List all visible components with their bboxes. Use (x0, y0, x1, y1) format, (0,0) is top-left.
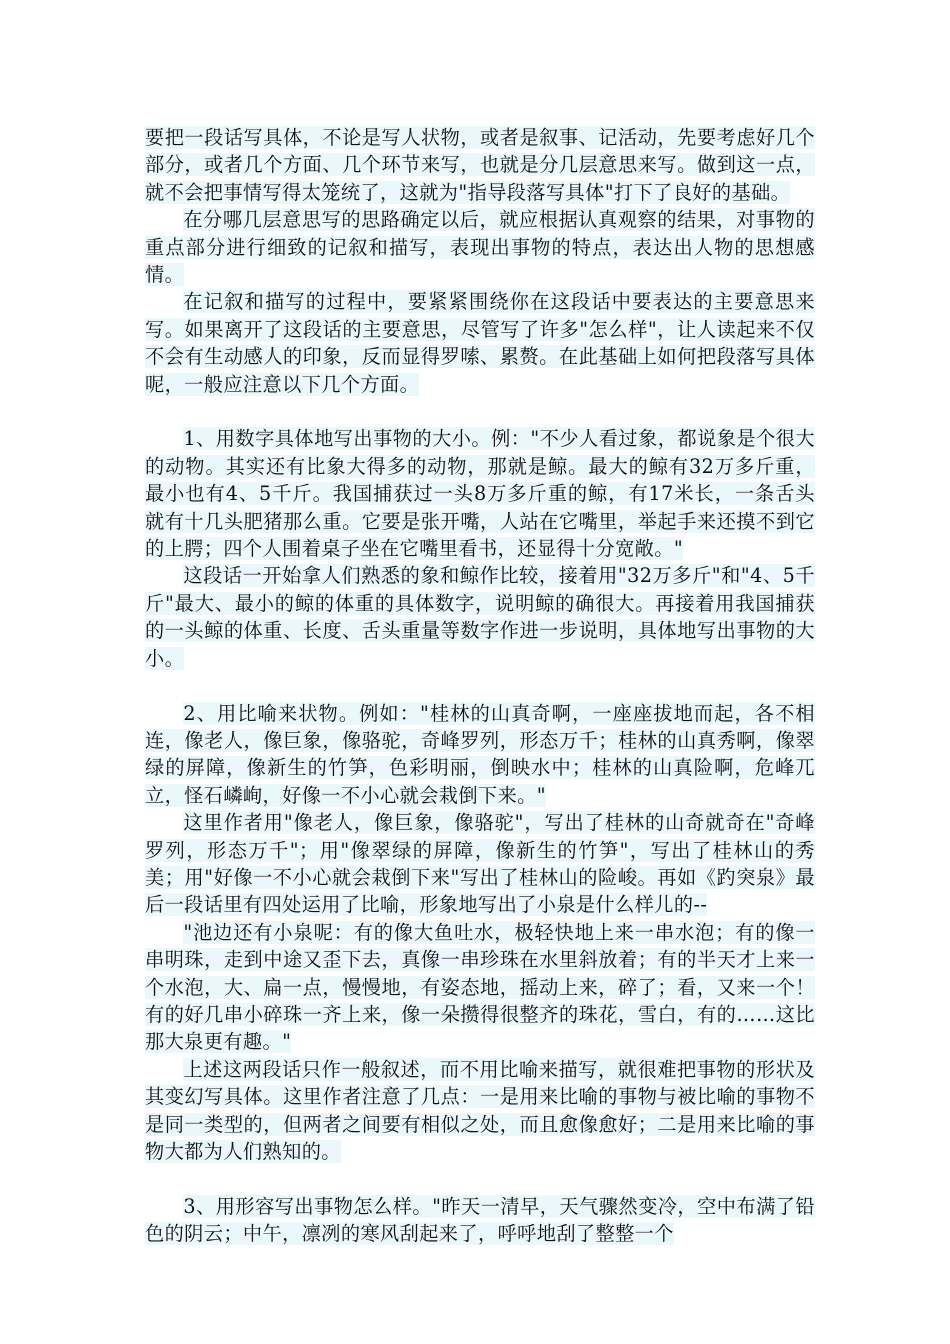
paragraph-text: 在记叙和描写的过程中，要紧紧围绕你在这段话中要表达的主要意思来写。如果离开了这段话的主要意思，尽管写了许多"怎么样"，让人读起来不仅不会有生动感人的印象，反而显得罗嗦、累赘。在此基础上如何把段落写具体呢，一般应注意以下几个方面。 (145, 290, 815, 396)
paragraph-method-2-analysis (145, 809, 815, 919)
paragraph-focus (145, 288, 815, 398)
paragraph-text: 这里作者用"像老人，像巨象，像骆驼"，写出了桂林的山奇就奇在"奇峰罗列，形态万千"；用"像翠绿的屏障，像新生的竹笋"，写出了桂林山的秀美；用"好像一不小心就会栽倒下来"写出了桂林山的险峻。再如《趵突泉》最后一段话里有四处运用了比喻，形象地写出了小泉是什么样儿的-- (145, 811, 815, 917)
paragraph-text: 1、用数字具体地写出事物的大小。例："不少人看过象，都说象是个很大的动物。其实还有比象大得多的动物，那就是鲸。最大的鲸有32万多斤重，最小也有4、5千斤。我国捕获过一头8万多斤重的鲸，有17米长，一条舌头就有十几头肥猪那么重。它要是张开嘴，人站在它嘴里，举起手来还摸不到它的上腭；四个人围着桌子坐在它嘴里看书，还显得十分宽敞。" (145, 427, 815, 561)
paragraph-text: 要把一段话写具体，不论是写人状物，或者是叙事、记活动，先要考虑好几个部分，或者几个方面、几个环节来写，也就是分几层意思来写。做到这一点，就不会把事情写得太笼统了，这就为"指导段落写具体"打下了良好的基础。 (145, 126, 815, 204)
blank-line (145, 398, 815, 425)
paragraph-method-3 (145, 1193, 815, 1248)
paragraph-method-1-analysis (145, 562, 815, 672)
paragraph-text: 上述这两段话只作一般叙述，而不用比喻来描写，就很难把事物的形状及其变幻写具体。这里作者注意了几点：一是用来比喻的事物与被比喻的事物不是同一类型的，但两者之间要有相似之处，而且愈像愈好；二是用来比喻的事物大都为人们熟知的。 (145, 1057, 815, 1163)
paragraph-method-2-summary (145, 1056, 815, 1166)
blank-line (145, 672, 815, 699)
paragraph-text: 这段话一开始拿人们熟悉的象和鲸作比较，接着用"32万多斤"和"4、5千斤"最大、最小的鲸的体重的具体数字，说明鲸的确很大。再接着用我国捕获的一头鲸的体重、长度、舌头重量等数字作进一步说明，具体地写出事物的大小。 (145, 564, 815, 670)
paragraph-text: 在分哪几层意思写的思路确定以后，就应根据认真观察的结果，对事物的重点部分进行细致的记叙和描写，表现出事物的特点，表达出人物的思想感情。 (145, 208, 815, 287)
paragraph-text: 3、用形容写出事物怎么样。"昨天一清早，天气骤然变冷，空中布满了铅色的阴云；中午，凛冽的寒风刮起来了，呼呼地刮了整整一个 (145, 1194, 815, 1246)
paragraph-intro (145, 124, 815, 206)
paragraph-text: 2、用比喻来状物。例如："桂林的山真奇啊，一座座拔地而起，各不相连，像老人，像巨象，像骆驼，奇峰罗列，形态万千；桂林的山真秀啊，像翠绿的屏障，像新生的竹笋，色彩明丽，倒映水中；桂林的山真险啊，危峰兀立，怪石嶙峋，好像一不小心就会栽倒下来。" (145, 701, 815, 807)
paragraph-method-1 (145, 425, 815, 562)
paragraph-method-2-quote (145, 919, 815, 1056)
blank-line (145, 1165, 815, 1192)
paragraph-observation (145, 206, 815, 288)
paragraph-method-2 (145, 700, 815, 810)
paragraph-text: "池边还有小泉呢：有的像大鱼吐水，极轻快地上来一串水泡；有的像一串明珠，走到中途又歪下去，真像一串珍珠在水里斜放着；有的半天才上来一个水泡，大、扁一点，慢慢地，有姿态地，摇动上来，碎了；看，又来一个！有的好几串小碎珠一齐上来，像一朵攒得很整齐的珠花，雪白，有的……这比那大泉更有趣。" (145, 920, 815, 1054)
document-body (145, 124, 815, 1248)
